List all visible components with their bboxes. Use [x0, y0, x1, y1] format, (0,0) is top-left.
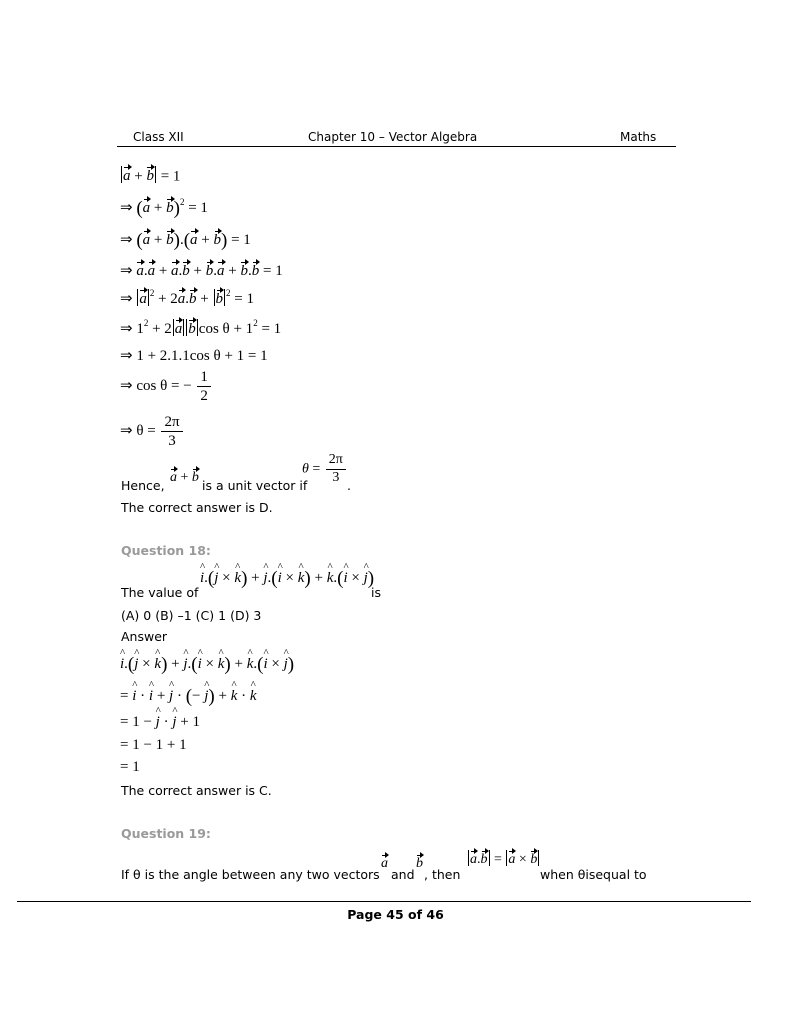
q19-vec-a: a	[381, 856, 388, 871]
math-line-3: ⇒ (a + b).(a + b) = 1	[120, 230, 251, 251]
hence-prefix: Hence,	[121, 478, 165, 493]
q19-prompt-prefix: If θ is the angle between any two vectors	[121, 867, 380, 882]
header-class: Class XII	[133, 130, 184, 144]
hence-math-theta: θ = $\frac{2\pi}{3}$	[302, 452, 348, 487]
q18-math-line-5: = 1	[120, 759, 140, 775]
q18-prompt-suffix: is	[371, 585, 381, 600]
hence-end: .	[347, 478, 351, 493]
q18-math-line-3: = 1 − ^ j · ^ j + 1	[120, 714, 200, 731]
math-line-6: ⇒ $1^2 + 2$ a b $\cos \theta + 1^2 = 1$	[120, 318, 282, 337]
q18-answer: The correct answer is C.	[121, 783, 272, 798]
q17-answer: The correct answer is D.	[121, 500, 273, 515]
q19-prompt-math: a.b = a × b	[467, 850, 540, 868]
hence-math-vec: a + b	[170, 470, 199, 485]
q18-options: (A) 0 (B) –1 (C) 1 (D) 3	[121, 608, 262, 623]
math-line-2: ⇒ $(a + b)^2 = 1$	[120, 197, 208, 219]
q18-prompt-math: ^ i.(^ j × ^ k) + ^ j.(^ i × ^ k) + ^ k.(^ i × ^ j)	[200, 568, 374, 590]
q18-math-line-1: ^ i.(^ j × ^ k) + ^ j.(^ i × ^ k) + ^ k.(^ i × ^ j)	[120, 654, 294, 676]
math-line-5: ⇒ a $^2$ + 2a.b + b $^2$ = 1	[120, 288, 254, 307]
math-line-1: a + b = 1	[120, 166, 180, 185]
q19-title: Question 19:	[121, 826, 211, 841]
hence-mid: is a unit vector if	[202, 478, 308, 493]
math-line-7: ⇒ 1 + 2.1.1cos θ + 1 = 1	[120, 348, 268, 364]
q19-prompt-and: and	[391, 867, 415, 882]
math-line-8: ⇒ cos θ = − $\frac{1}{2}$	[120, 368, 213, 405]
q18-prompt-prefix: The value of	[121, 585, 199, 600]
math-line-9: ⇒ θ = $\frac{2\pi}{3}$	[120, 413, 185, 450]
q18-math-line-4: = 1 − 1 + 1	[120, 737, 187, 753]
header-rule	[117, 146, 676, 147]
q18-answer-label: Answer	[121, 629, 168, 644]
q18-title: Question 18:	[121, 543, 211, 558]
page-number: Page 45 of 46	[347, 907, 444, 922]
q19-vec-b: b	[416, 856, 423, 871]
header-chapter: Chapter 10 – Vector Algebra	[308, 130, 478, 144]
q19-prompt-then: , then	[424, 867, 461, 882]
header-subject: Maths	[620, 130, 657, 144]
q18-math-line-2: = ^ i · ^ i + ^ j · (− ^ j) + ^ k · ^ k	[120, 686, 257, 708]
math-line-4: ⇒ a.a + a.b + b.a + b.b = 1	[120, 263, 283, 279]
q19-prompt-suffix: when θisequal to	[540, 867, 647, 882]
footer-rule	[17, 901, 751, 902]
